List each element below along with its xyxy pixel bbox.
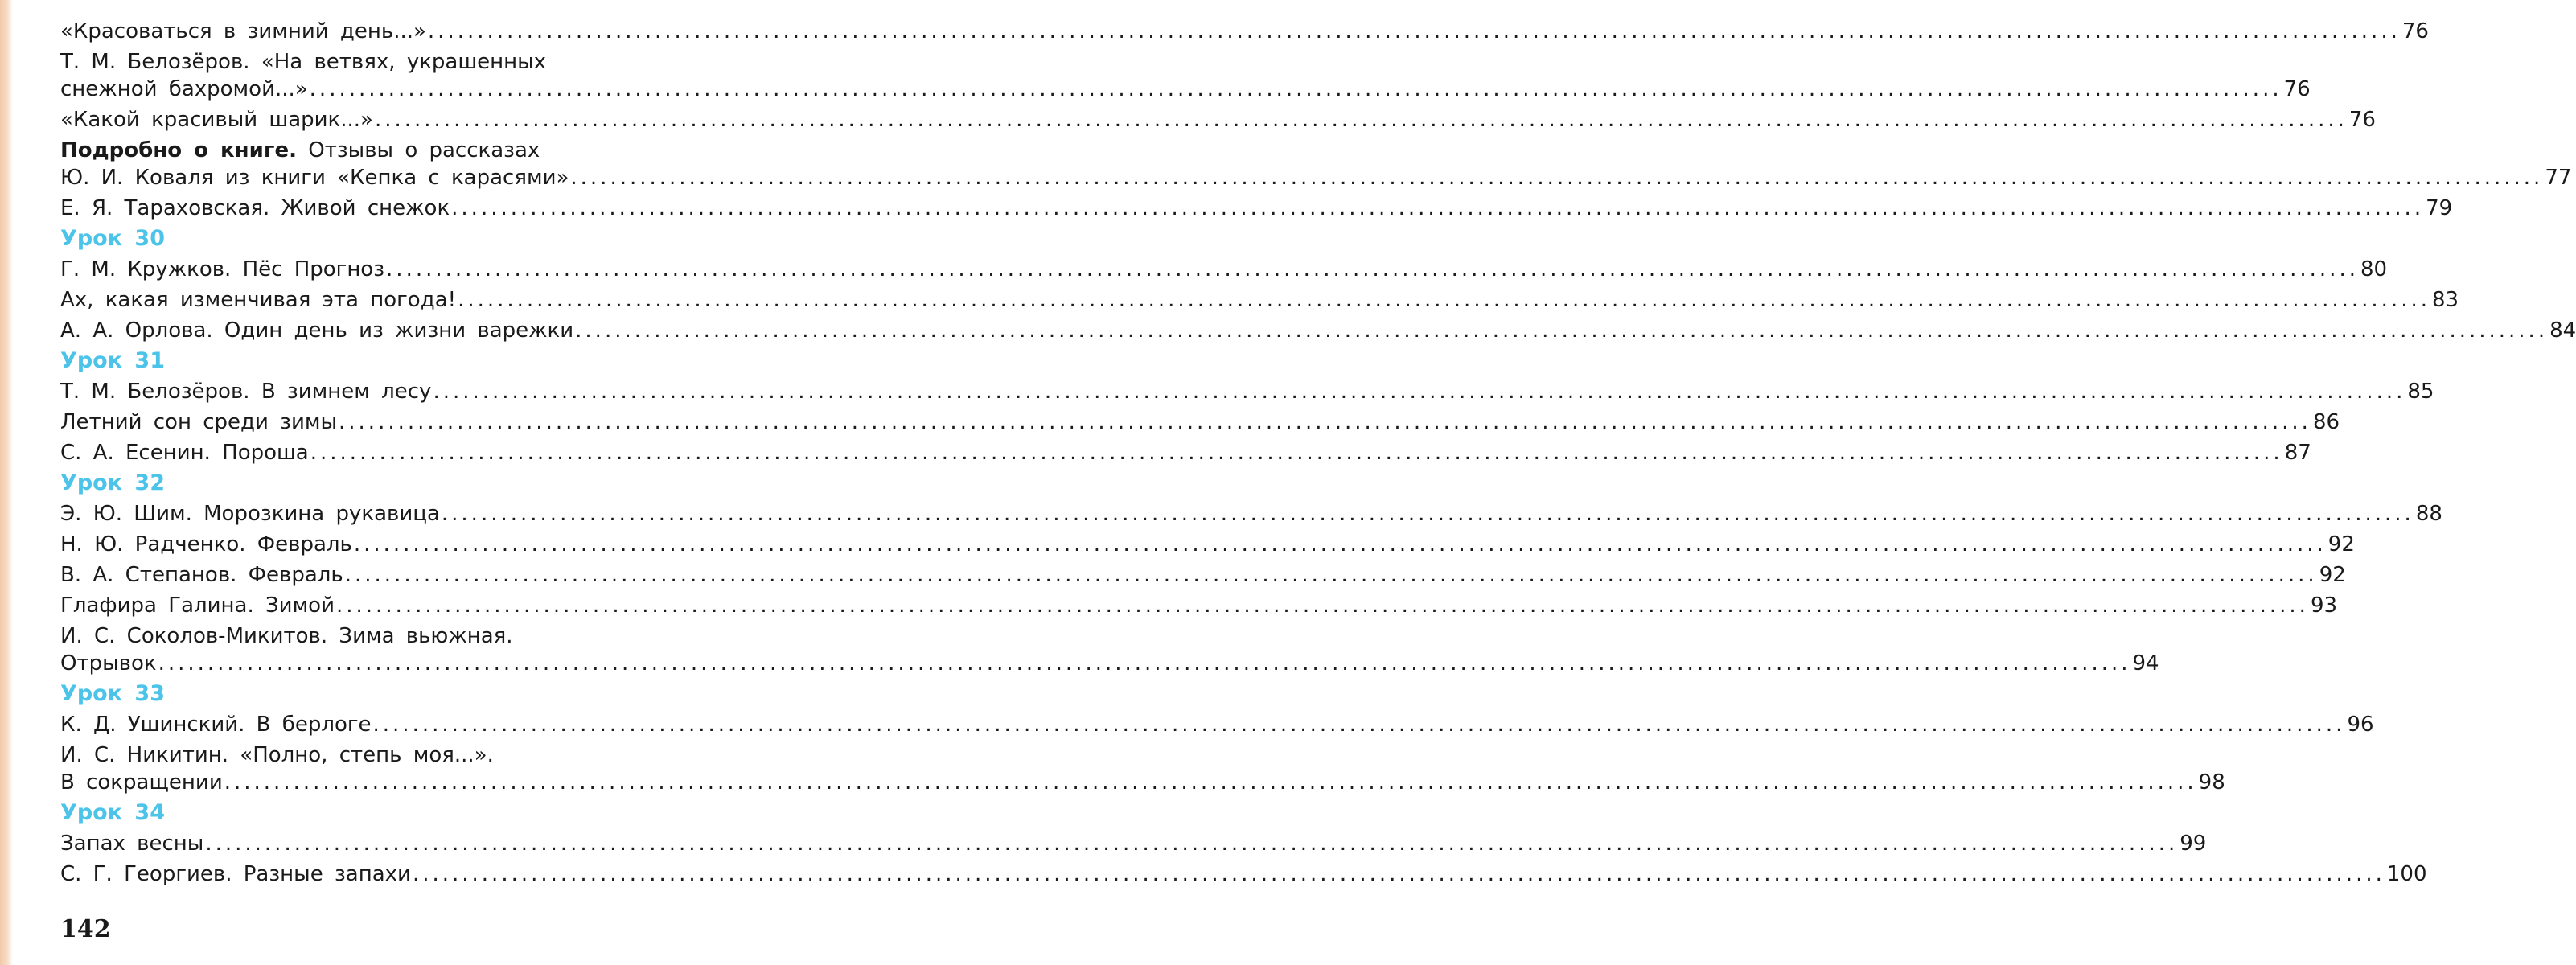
dot-leader: ........................................................................................................................................................................................................ <box>427 19 2401 43</box>
table-of-contents <box>60 18 2576 891</box>
toc-entry[interactable] <box>60 378 2434 405</box>
dot-leader: ........................................................................................................................................................................................................ <box>386 257 2359 281</box>
toc-entry-title: В сокращении <box>60 770 223 795</box>
toc-entry-leader-line <box>60 439 2311 466</box>
lesson-heading: Урок 31 <box>60 348 165 373</box>
dot-leader: ........................................................................................................................................................................................................ <box>205 832 2179 856</box>
toc-page-number: 99 <box>2180 832 2207 856</box>
toc-page-number: 76 <box>2283 77 2311 101</box>
toc-entry[interactable] <box>60 48 2311 103</box>
toc-entry-title: А. А. Орлова. Один день из жизни варежки <box>60 318 574 343</box>
lesson-heading: Урок 34 <box>60 800 165 825</box>
toc-entry-title: С. Г. Георгиев. Разные запахи <box>60 862 411 886</box>
lesson-heading: Урок 32 <box>60 470 165 495</box>
toc-entry-title: Э. Ю. Шим. Морозкина рукавица <box>60 502 440 526</box>
toc-entry[interactable] <box>60 286 2459 314</box>
toc-entry[interactable] <box>60 137 2572 191</box>
dot-leader: ........................................................................................................................................................................................................ <box>451 196 2425 220</box>
toc-entry-leader-line <box>60 256 2388 283</box>
toc-entry-leader-line <box>60 286 2459 314</box>
dot-leader: ........................................................................................................................................................................................................ <box>309 77 2282 101</box>
toc-entry-leader-line <box>60 650 2159 677</box>
dot-leader: ........................................................................................................................................................................................................ <box>433 380 2406 404</box>
toc-entry[interactable] <box>60 256 2388 283</box>
lesson-heading: Урок 33 <box>60 681 165 706</box>
toc-page-number: 86 <box>2312 410 2340 434</box>
dot-leader: ........................................................................................................................................................................................................ <box>575 318 2549 343</box>
toc-entry[interactable] <box>60 439 2311 466</box>
toc-page-number: 94 <box>2132 651 2159 676</box>
toc-entry-leader-line <box>60 378 2434 405</box>
toc-entry-line <box>60 137 704 164</box>
toc-entry[interactable] <box>60 741 2225 796</box>
toc-entry[interactable] <box>60 622 2159 677</box>
toc-entry-title: Г. М. Кружков. Пёс Прогноз <box>60 257 385 281</box>
toc-page-number: 77 <box>2545 166 2572 190</box>
toc-entry-title: Отрывок <box>60 651 157 676</box>
toc-entry-leader-line <box>60 860 2427 888</box>
toc-entry[interactable] <box>60 561 2346 589</box>
toc-page-number: 87 <box>2284 441 2311 465</box>
toc-page-number: 93 <box>2310 593 2338 618</box>
toc-page-number: 100 <box>2386 862 2427 886</box>
toc-entry-leader-line <box>60 531 2355 558</box>
toc-entry-title: В. А. Степанов. Февраль <box>60 563 343 587</box>
toc-entry-leader-line <box>60 106 2376 133</box>
toc-entry[interactable] <box>60 409 2340 436</box>
toc-page-number: 88 <box>2415 502 2442 526</box>
toc-entry-title: С. А. Есенин. Пороша <box>60 441 309 465</box>
toc-entry-title: Глафира Галина. Зимой <box>60 593 335 618</box>
toc-page-number: 92 <box>2327 532 2355 556</box>
toc-entry[interactable] <box>60 317 2576 344</box>
dot-leader: ........................................................................................................................................................................................................ <box>458 288 2430 312</box>
toc-entry-title: Е. Я. Тараховская. Живой снежок <box>60 196 450 220</box>
dot-leader: ........................................................................................................................................................................................................ <box>412 862 2385 886</box>
toc-entry-line: И. С. Соколов-Микитов. Зима вьюжная. <box>60 624 513 648</box>
toc-entry[interactable] <box>60 592 2338 619</box>
toc-page-number: 80 <box>2360 257 2388 281</box>
toc-entry[interactable] <box>60 531 2355 558</box>
toc-page-number: 85 <box>2407 380 2434 404</box>
section-label: Подробно о книге. <box>60 138 297 162</box>
toc-entry-leader-line <box>60 409 2340 436</box>
dot-leader: ........................................................................................................................................................................................................ <box>374 108 2348 132</box>
toc-entry-leader-line <box>60 830 2207 857</box>
toc-entry-leader-line <box>60 711 2374 738</box>
toc-entry[interactable] <box>60 830 2207 857</box>
toc-page-number: 96 <box>2347 712 2374 737</box>
lesson-heading: Урок 30 <box>60 226 165 251</box>
dot-leader: ........................................................................................................................................................................................................ <box>158 651 2131 676</box>
toc-entry-line: Т. М. Белозёров. «На ветвях, украшенных <box>60 50 547 74</box>
toc-entry-title: Ю. И. Коваля из книги «Кепка с карасями» <box>60 166 569 190</box>
toc-entry-leader-line <box>60 18 2429 45</box>
page-edge-shading <box>0 0 13 965</box>
dot-leader: ........................................................................................................................................................................................................ <box>353 532 2327 556</box>
toc-page-number: 84 <box>2549 318 2576 343</box>
toc-entry-title: Летний сон среди зимы <box>60 410 338 434</box>
toc-entry-leader-line <box>60 164 2572 191</box>
page-number: 142 <box>60 915 111 943</box>
toc-entry-title: Ах, какая изменчивая эта погода! <box>60 288 457 312</box>
toc-entry-line: И. С. Никитин. «Полно, степь моя...». <box>60 743 494 767</box>
toc-entry-leader-line <box>60 769 2225 796</box>
toc-page-number: 76 <box>2348 108 2376 132</box>
toc-entry[interactable] <box>60 18 2429 45</box>
toc-entry-title: Н. Ю. Радченко. Февраль <box>60 532 352 556</box>
dot-leader: ........................................................................................................................................................................................................ <box>339 410 2311 434</box>
toc-entry-title: «Красоваться в зимний день...» <box>60 19 426 43</box>
dot-leader: ........................................................................................................................................................................................................ <box>310 441 2283 465</box>
toc-page-number: 79 <box>2426 196 2453 220</box>
toc-entry-title: снежной бахромой...» <box>60 77 308 101</box>
toc-page-number: 76 <box>2401 19 2429 43</box>
toc-entry-leader-line <box>60 561 2346 589</box>
toc-entry-leader-line <box>60 195 2453 222</box>
dot-leader: ........................................................................................................................................................................................................ <box>441 502 2414 526</box>
toc-entry[interactable] <box>60 711 2374 738</box>
toc-entry-leader-line <box>60 76 2311 103</box>
toc-page-number: 92 <box>2319 563 2346 587</box>
toc-entry-title: Запах весны <box>60 832 204 856</box>
toc-entry-leader-line <box>60 592 2338 619</box>
dot-leader: ........................................................................................................................................................................................................ <box>344 563 2318 587</box>
toc-entry-title: «Какой красивый шарик...» <box>60 108 373 132</box>
toc-entry[interactable] <box>60 860 2427 888</box>
dot-leader: ........................................................................................................................................................................................................ <box>570 166 2544 190</box>
toc-page-number: 98 <box>2198 770 2225 795</box>
toc-entry[interactable] <box>60 500 2442 528</box>
toc-entry[interactable] <box>60 195 2453 222</box>
toc-entry-title: Т. М. Белозёров. В зимнем лесу <box>60 380 432 404</box>
toc-entry[interactable] <box>60 106 2376 133</box>
toc-entry-title: К. Д. Ушинский. В берлоге <box>60 712 372 737</box>
dot-leader: ........................................................................................................................................................................................................ <box>336 593 2309 618</box>
toc-page-number: 83 <box>2432 288 2459 312</box>
dot-leader: ........................................................................................................................................................................................................ <box>372 712 2346 737</box>
toc-entry-leader-line <box>60 500 2442 528</box>
toc-entry-text: Отзывы о рассказах <box>296 138 540 162</box>
dot-leader: ........................................................................................................................................................................................................ <box>224 770 2197 795</box>
toc-entry-leader-line <box>60 317 2576 344</box>
